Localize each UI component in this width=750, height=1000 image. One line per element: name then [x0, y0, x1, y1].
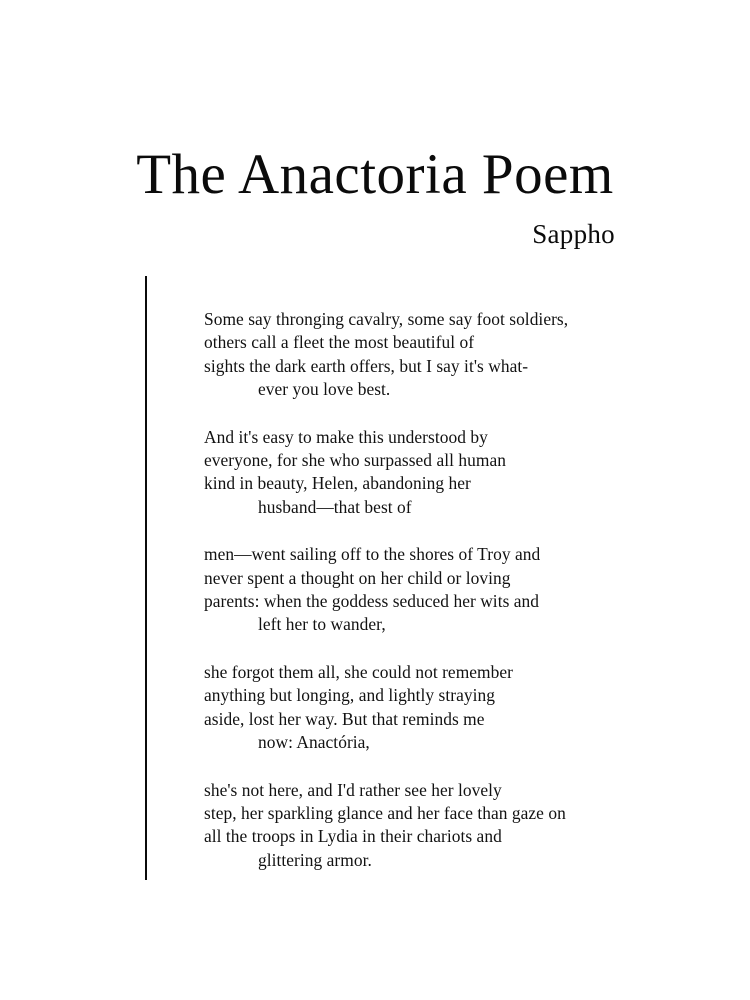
- poem-stanza: [204, 308, 634, 402]
- poem-line: step, her sparkling glance and her face than gaze on: [204, 802, 566, 823]
- poem-header: [135, 143, 615, 249]
- poem-stanza: [204, 661, 634, 755]
- poem-stanza: [204, 779, 634, 873]
- poem-line: Some say thronging cavalry, some say foot soldiers,: [204, 309, 569, 329]
- poem-author: Sappho: [532, 219, 615, 249]
- poem-line: anything but longing, and lightly straying: [204, 685, 495, 706]
- poem-body: [204, 308, 634, 872]
- poem-line: never spent a thought on her child or loving: [204, 567, 511, 588]
- page-title: The Anactoria Poem: [136, 143, 614, 206]
- poem-line: she forgot them all, she could not remember: [204, 661, 513, 682]
- poem-line: men—went sailing off to the shores of Troy and: [204, 544, 541, 565]
- poem-line: aside, lost her way. But that reminds me: [204, 708, 485, 729]
- poem-stanza: [204, 543, 634, 637]
- poem-line: kind in beauty, Helen, abandoning her: [204, 473, 471, 494]
- poem-line: she's not here, and I'd rather see her lovely: [204, 779, 502, 800]
- poem-line: others call a fleet the most beautiful of: [204, 332, 475, 353]
- poem-line: And it's easy to make this understood by: [204, 426, 488, 447]
- poem-line: left her to wander,: [258, 614, 386, 635]
- poem-line: ever you love best.: [258, 379, 391, 400]
- poem-stanza: [204, 426, 634, 520]
- poem-line: parents: when the goddess seduced her wits and: [204, 591, 540, 612]
- poem-line: husband—that best of: [258, 496, 412, 517]
- poem-line: glittering armor.: [258, 849, 372, 870]
- poem-line: sights the dark earth offers, but I say it's what-: [204, 355, 529, 376]
- vertical-rule-divider: [145, 276, 147, 880]
- poem-line: now: Anactória,: [258, 732, 370, 753]
- poem-line: everyone, for she who surpassed all human: [204, 450, 506, 471]
- poem-line: all the troops in Lydia in their chariots and: [204, 826, 502, 847]
